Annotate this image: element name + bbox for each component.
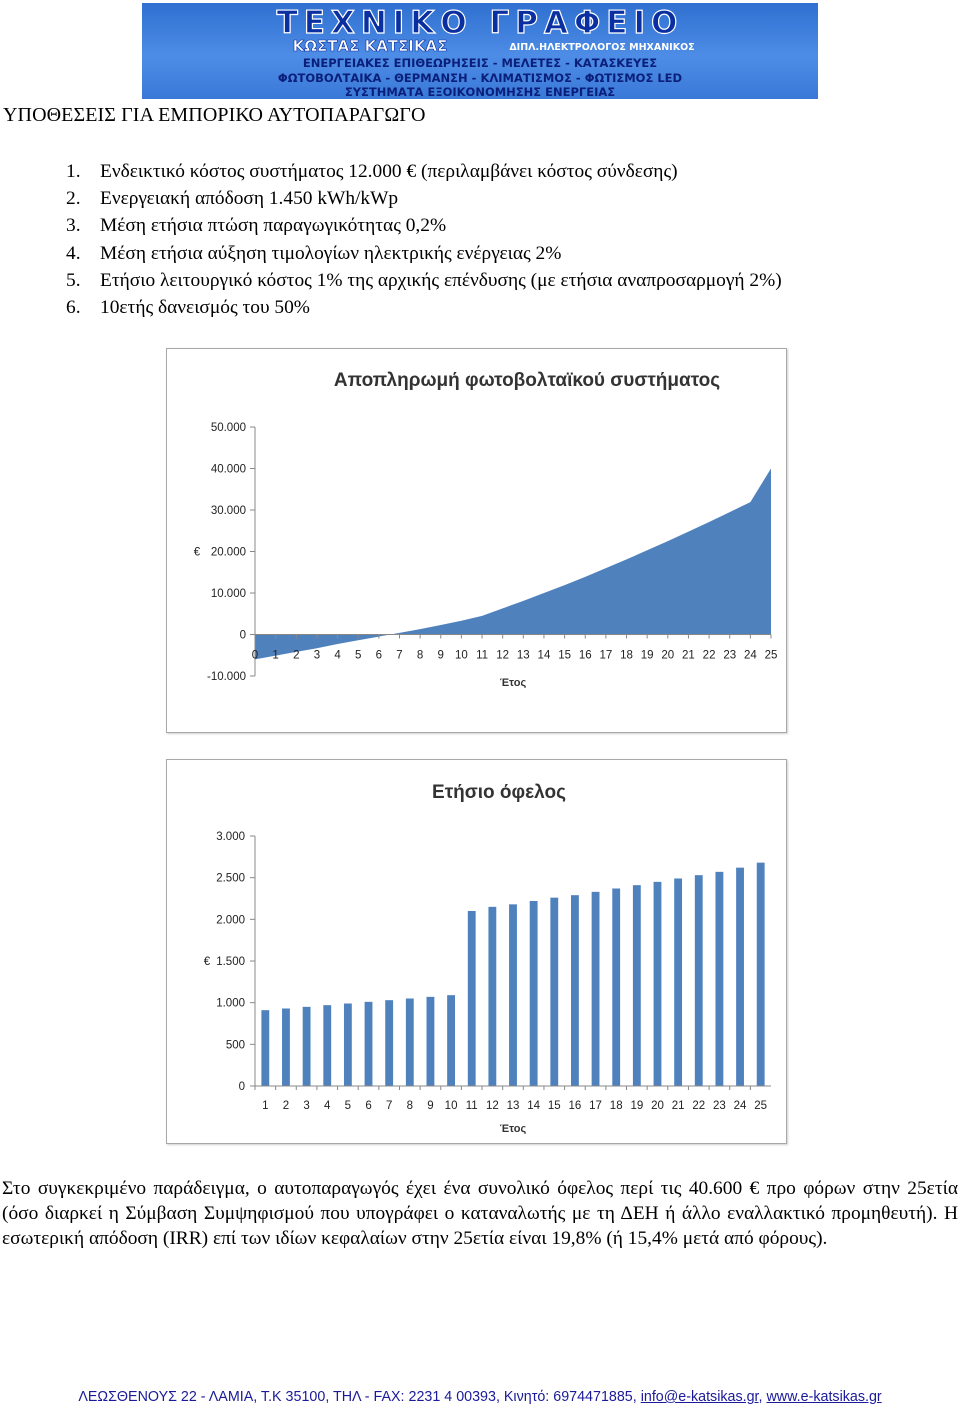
annual-benefit-chart-svg	[167, 760, 786, 1143]
x-tick-label: 22	[692, 1100, 706, 1112]
y-tick-label: 1.500	[216, 956, 245, 968]
banner-name: ΚΩΣΤΑΣ ΚΑΤΣΙΚΑΣ	[292, 37, 448, 55]
list-item-number: 4.	[66, 243, 81, 264]
x-tick-label: 3	[313, 649, 321, 662]
y-tick-label: 0	[239, 629, 246, 642]
x-tick-label: 23	[713, 1100, 726, 1112]
chart-title: Αποπληρωμή φωτοβολταϊκού συστήματος	[333, 370, 721, 391]
x-tick-label: 9	[437, 649, 444, 662]
x-tick-label: 4	[334, 649, 341, 662]
x-tick-label: 24	[743, 649, 757, 662]
list-item-number: 1.	[66, 161, 81, 182]
bar	[427, 997, 435, 1086]
x-tick-label: 19	[630, 1100, 644, 1112]
y-tick-label: 2.000	[216, 914, 245, 927]
x-tick-label: 25	[754, 1100, 768, 1112]
y-tick-label: 40.000	[210, 463, 246, 476]
y-tick-label: 1.000	[216, 997, 245, 1010]
x-tick-label: 6	[375, 649, 383, 662]
y-tick-label: -10.000	[206, 671, 246, 683]
list-item-number: 5.	[66, 270, 81, 291]
banner-line-3: ΣΥΣΤΗΜΑΤΑ ΕΞΟΙΚΟΝΟΜΗΣΗΣ ΕΝΕΡΓΕΙΑΣ	[344, 85, 616, 99]
banner-line-1: ΕΝΕΡΓΕΙΑΚΕΣ ΕΠΙΘΕΩΡΗΣΕΙΣ - ΜΕΛΕΤΕΣ - ΚΑΤΑΣΚΕΥΕΣ	[302, 56, 658, 70]
bar	[447, 995, 455, 1086]
bar	[365, 1002, 373, 1086]
annual-benefit-chart	[166, 759, 787, 1144]
x-axis-label: Έτος	[499, 1123, 527, 1135]
bar	[282, 1009, 290, 1087]
summary-paragraph: Στο συγκεκριμένο παράδειγμα, ο αυτοπαραγωγός έχει ένα συνολικό όφελος περί τις 40.600 € προ φόρων στην 25ετία (όσο διαρκεί η Σύμβαση Συμψηφισμού που υπογράφει ο καταναλωτής με τη ΔΕΗ ή άλλο εναλλακτικό προμηθευτή). Η εσωτερική απόδοση (IRR) επί των ιδίων κεφαλαίων στην 25ετία είναι 19,8% (ή 15,4% μετά από φόρους).	[2, 1178, 958, 1249]
x-tick-label: 12	[496, 649, 510, 662]
payback-chart	[166, 348, 787, 733]
bar	[633, 885, 641, 1086]
x-tick-label: 20	[661, 649, 675, 662]
x-tick-label: 11	[465, 1100, 478, 1112]
footer-separator: ,	[758, 1389, 767, 1405]
bar	[303, 1007, 311, 1086]
y-tick-label: 50.000	[210, 422, 246, 434]
banner-graphic	[142, 3, 818, 99]
banner-profession: ΔΙΠΛ.ΗΛΕΚΤΡΟΛΟΓΟΣ ΜΗΧΑΝΙΚΟΣ	[509, 42, 695, 53]
x-tick-label: 14	[537, 649, 551, 662]
payback-chart-svg	[167, 349, 786, 732]
footer-address: ΛΕΩΣΘΕΝΟΥΣ 22 - ΛΑΜΙΑ, Τ.Κ 35100, ΤΗΛ - FAX: 2231 4 00393, Κινητό: 6974471885,	[78, 1389, 641, 1405]
x-tick-label: 11	[476, 649, 489, 662]
x-tick-label: 0	[251, 649, 259, 662]
x-tick-label: 16	[568, 1100, 582, 1112]
x-tick-label: 21	[671, 1100, 685, 1112]
x-axis-label: Έτος	[499, 677, 527, 689]
y-tick-label: 0	[238, 1081, 245, 1093]
bar	[406, 999, 414, 1087]
company-banner	[142, 3, 818, 99]
x-tick-label: 9	[427, 1100, 434, 1112]
x-tick-label: 13	[516, 649, 530, 662]
x-tick-label: 20	[651, 1100, 664, 1112]
x-tick-label: 24	[733, 1100, 747, 1112]
footer-website-link[interactable]: www.e-katsikas.gr	[766, 1389, 882, 1405]
x-tick-label: 16	[578, 649, 592, 662]
y-axis-label: €	[203, 956, 211, 968]
x-tick-label: 18	[609, 1100, 623, 1112]
bar	[344, 1004, 352, 1087]
bar	[592, 892, 600, 1086]
x-tick-label: 17	[589, 1100, 602, 1112]
list-item-number: 2.	[66, 188, 81, 209]
list-item-text: Ετήσιο λειτουργικό κόστος 1% της αρχικής επένδυσης (με ετήσια αναπροσαρμογή 2%)	[100, 270, 782, 291]
y-tick-label: 3.000	[216, 831, 245, 843]
list-item-number: 6.	[66, 297, 81, 318]
x-tick-label: 17	[599, 649, 613, 662]
banner-line-2: ΦΩΤΟΒΟΛΤΑΙΚΑ - ΘΕΡΜΑΝΣΗ - ΚΛΙΜΑΤΙΣΜΟΣ - ΦΩΤΙΣΜΟΣ LED	[277, 71, 683, 85]
x-tick-label: 3	[303, 1100, 310, 1112]
x-tick-label: 22	[702, 649, 716, 662]
bar	[323, 1005, 331, 1086]
y-tick-label: 10.000	[210, 588, 246, 600]
list-item-text: Ενδεικτικό κόστος συστήματος 12.000 € (περιλαμβάνει κόστος σύνδεσης)	[100, 161, 678, 182]
y-tick-label: 500	[225, 1039, 245, 1052]
footer	[0, 1389, 960, 1405]
page-heading: ΥΠΟΘΕΣΕΙΣ ΓΙΑ ΕΜΠΟΡΙΚΟ ΑΥΤΟΠΑΡΑΓΩΓΟ	[3, 104, 426, 126]
x-tick-label: 1	[262, 1100, 269, 1112]
bar	[654, 882, 662, 1086]
x-tick-label: 7	[385, 1100, 393, 1112]
footer-email-link[interactable]: info@e-katsikas.gr	[640, 1389, 759, 1405]
bar	[757, 863, 765, 1086]
x-tick-label: 12	[485, 1100, 499, 1112]
x-tick-label: 5	[344, 1100, 352, 1112]
x-tick-label: 23	[723, 649, 737, 662]
x-tick-label: 5	[354, 649, 362, 662]
y-axis-label: €	[193, 546, 201, 559]
payback-area	[255, 469, 771, 660]
list-item-text: 10ετής δανεισμός του 50%	[100, 297, 310, 318]
x-tick-label: 8	[416, 649, 424, 662]
bar	[488, 907, 496, 1086]
bar	[530, 901, 538, 1086]
list-item-text: Μέση ετήσια πτώση παραγωγικότητας 0,2%	[100, 215, 447, 236]
bar	[612, 889, 620, 1087]
x-tick-label: 8	[406, 1100, 414, 1112]
bar	[571, 895, 579, 1086]
x-tick-label: 6	[365, 1100, 372, 1112]
x-tick-label: 10	[444, 1100, 458, 1112]
bar	[715, 872, 723, 1086]
x-tick-label: 2	[293, 649, 300, 662]
banner-title: ΤΕΧΝΙΚΟ ΓΡΑΦΕΙΟ	[276, 5, 684, 41]
bar	[695, 875, 703, 1086]
chart-title: Ετήσιο όφελος	[432, 782, 566, 803]
x-tick-label: 7	[396, 649, 403, 662]
bar	[550, 898, 558, 1086]
x-tick-label: 18	[620, 649, 633, 662]
x-tick-label: 25	[764, 649, 778, 662]
list-item-number: 3.	[66, 215, 81, 236]
bar	[736, 868, 744, 1086]
x-tick-label: 21	[682, 649, 695, 662]
list-item-text: Μέση ετήσια αύξηση τιμολογίων ηλεκτρικής ενέργειας 2%	[100, 243, 562, 264]
bar	[674, 879, 682, 1087]
x-tick-label: 14	[527, 1100, 541, 1112]
bar	[385, 1000, 393, 1086]
x-tick-label: 15	[558, 649, 571, 662]
x-tick-label: 10	[455, 649, 468, 662]
x-tick-label: 2	[282, 1100, 290, 1112]
x-tick-label: 1	[272, 649, 279, 662]
x-tick-label: 15	[547, 1100, 561, 1112]
y-tick-label: 20.000	[210, 546, 246, 559]
x-tick-label: 13	[506, 1100, 520, 1112]
list-item-text: Ενεργειακή απόδοση 1.450 kWh/kWp	[100, 188, 399, 209]
bar	[468, 911, 476, 1086]
y-tick-label: 2.500	[216, 872, 245, 885]
bar	[261, 1010, 269, 1086]
x-tick-label: 4	[324, 1100, 331, 1112]
y-tick-label: 30.000	[210, 505, 246, 517]
bar	[509, 904, 517, 1086]
x-tick-label: 19	[640, 649, 654, 662]
